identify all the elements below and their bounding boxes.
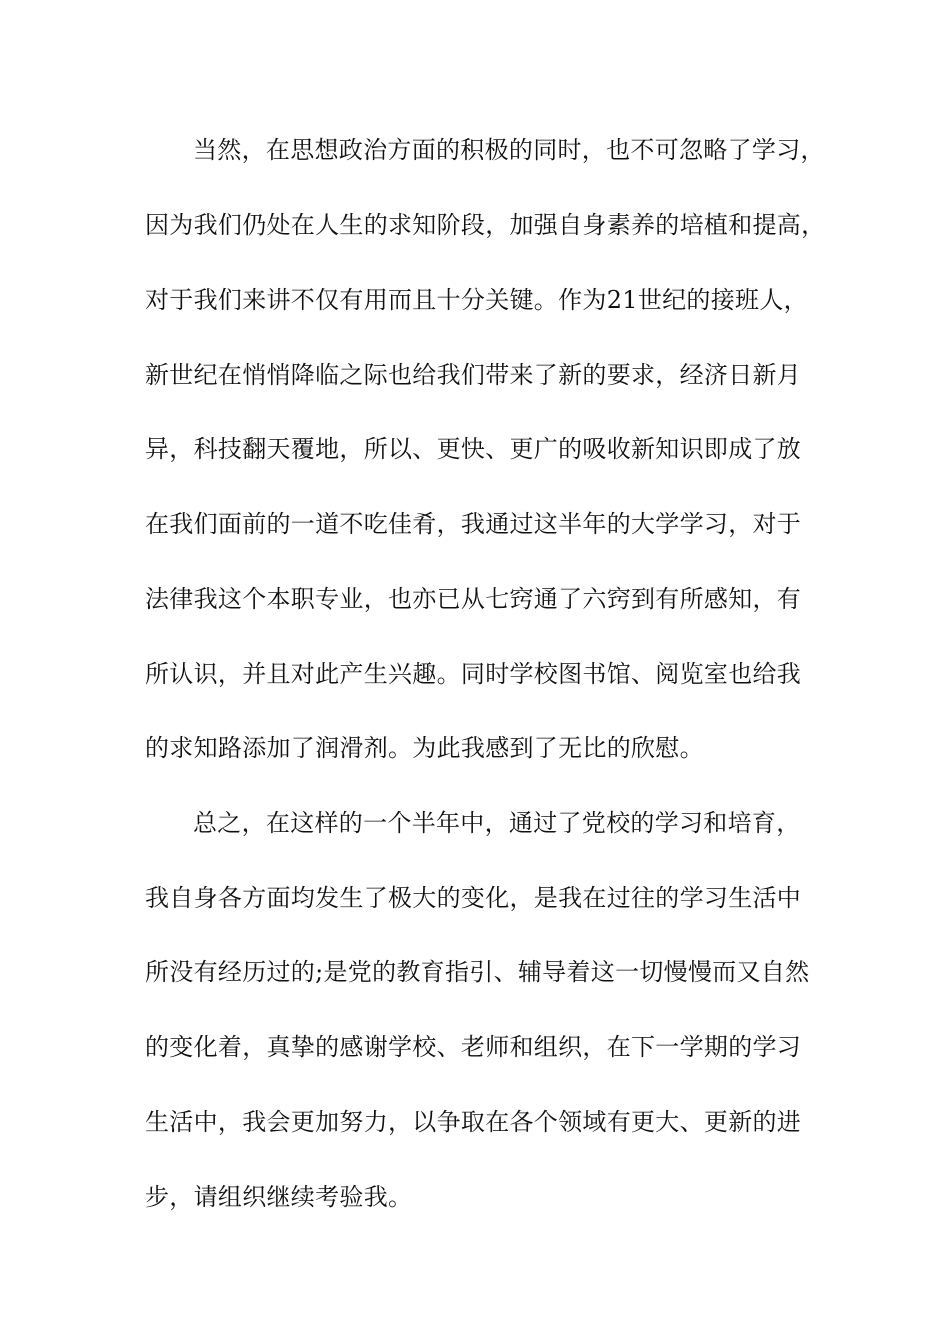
paragraph-2-line-6: 步，请组织继续考验我。 xyxy=(145,1183,413,1211)
paragraph-2-line-5: 生活中，我会更加努力，以争取在各个领域有更大、更新的进 xyxy=(145,1108,802,1136)
paragraph-1-line-9: 的求知路添加了润滑剂。为此我感到了无比的欣慰。 xyxy=(145,734,704,762)
paragraph-2-line-1: 总之，在这样的一个半年中，通过了党校的学习和培育， xyxy=(193,809,801,837)
paragraph-1-line-8: 所认识，并且对此产生兴趣。同时学校图书馆、阅览室也给我 xyxy=(145,660,802,688)
paragraph-2-line-2: 我自身各方面均发生了极大的变化，是我在过往的学习生活中 xyxy=(145,884,802,912)
paragraph-1-line-1: 当然，在思想政治方面的积极的同时，也不可忽略了学习， xyxy=(193,136,825,164)
paragraph-1-line-2: 因为我们仍处在人生的求知阶段，加强自身素养的培植和提高， xyxy=(145,211,826,239)
paragraph-1-line-7: 法律我这个本职专业，也亦已从七窍通了六窍到有所感知，有 xyxy=(145,585,802,613)
paragraph-1-line-4: 新世纪在悄悄降临之际也给我们带来了新的要求，经济日新月 xyxy=(145,361,802,389)
paragraph-2-line-3: 所没有经历过的;是党的教育指引、辅导着这一切慢慢而又自然 xyxy=(145,958,810,986)
paragraph-1-line-5: 异，科技翻天覆地，所以、更快、更广的吸收新知识即成了放 xyxy=(145,435,802,463)
paragraph-2-line-4: 的变化着，真挚的感谢学校、老师和组织，在下一学期的学习 xyxy=(145,1033,802,1061)
paragraph-1-line-6: 在我们面前的一道不吃佳肴，我通过这半年的大学学习，对于 xyxy=(145,510,802,538)
paragraph-1-line-3: 对于我们来讲不仅有用而且十分关键。作为21世纪的接班人， xyxy=(145,286,808,314)
